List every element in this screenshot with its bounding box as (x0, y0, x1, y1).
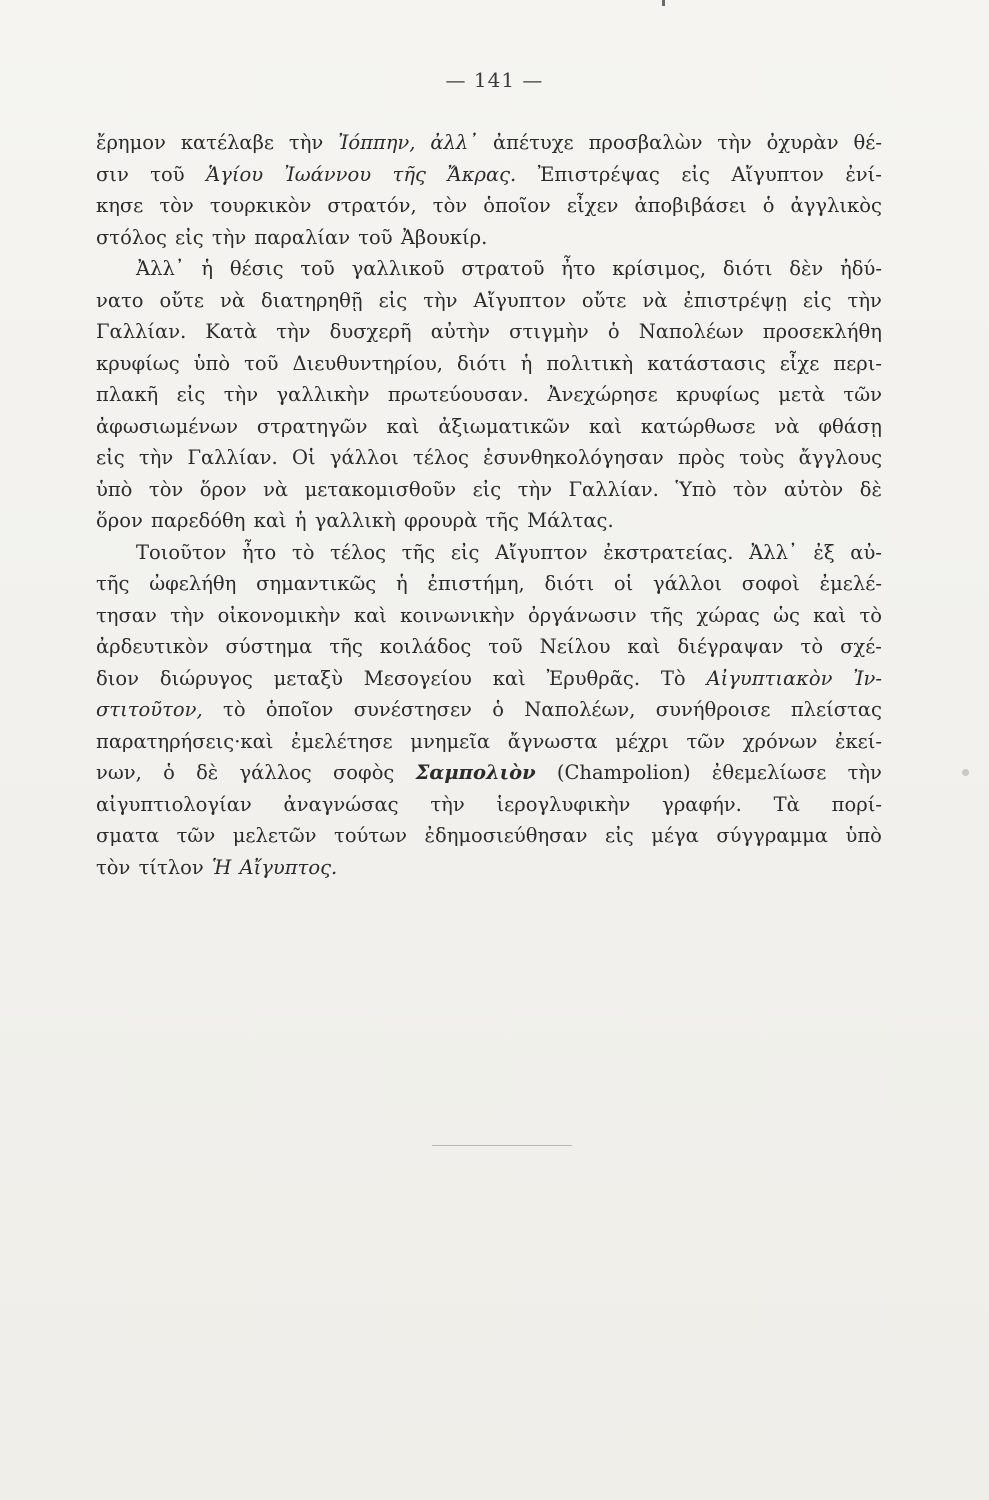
word: τῆς (329, 635, 363, 658)
word: κατέλαβε (180, 131, 274, 154)
word: τῆς (96, 572, 130, 595)
word: συνέστησεν (353, 698, 472, 721)
word: θέσις (229, 257, 284, 280)
word: τῆς (485, 509, 519, 532)
word: σοφὸς (332, 761, 395, 784)
word: καὶ (353, 603, 387, 627)
word: ἐπιστήμη, (427, 572, 525, 595)
text-line (96, 159, 882, 191)
word: Ἀλλ᾽ (136, 257, 185, 280)
word: Αἴγυπτον (473, 288, 566, 312)
word: χρόνων (742, 729, 818, 753)
word: νὰ (642, 288, 668, 312)
text-line (96, 222, 882, 254)
word: ὁ (607, 320, 620, 343)
word: χώρας (696, 603, 760, 627)
word: τὴν (423, 288, 458, 312)
word: τὴν (847, 288, 882, 312)
word: ἐπιστρέψῃ (683, 288, 787, 312)
word: ὠφελήθη (149, 572, 237, 595)
word: καὶ (253, 509, 287, 532)
word: Διευθυντηρίου, (292, 351, 444, 375)
word: ἡ (294, 509, 307, 532)
word: ἀφωσιωμένων (96, 414, 238, 438)
word: ὑπὸ (193, 351, 231, 375)
word: στρατόν, (327, 194, 417, 217)
text-line (96, 285, 882, 317)
word: τοῦ (300, 257, 335, 280)
text-line (96, 600, 882, 632)
word: εἰς (802, 288, 832, 312)
word: τέλος (330, 540, 387, 564)
word: κοιλάδος (379, 635, 472, 658)
word: Οἱ (291, 446, 316, 469)
word: ἐθεμελίωσε (711, 761, 827, 784)
word: στιτοῦτον, (96, 698, 203, 721)
word: παρατηρήσεις·καὶ (96, 729, 274, 753)
text-line (96, 127, 882, 159)
word: ἱερογλυφικὴν (496, 792, 631, 816)
word: τουρκικὸν (209, 194, 312, 217)
word: ἐδημοσιεύθησαν (424, 824, 588, 847)
word: Ναπολέων (638, 320, 744, 343)
word: τοῦ (244, 351, 279, 375)
word: προσβαλὼν (588, 131, 703, 154)
word: μεταξὺ (273, 666, 343, 690)
word: τὴν (276, 320, 311, 343)
word: Κατὰ (205, 320, 258, 343)
word: Νείλου (539, 635, 611, 658)
word: ὁποῖον (265, 698, 334, 721)
word: ἡ (520, 351, 533, 375)
word: τοῦ (488, 635, 523, 658)
word: κατώρθωσε (640, 414, 756, 438)
text-line (96, 757, 882, 789)
word: τὴν (288, 131, 324, 154)
word: νὰ (219, 288, 246, 312)
word: συνήθροισε (655, 698, 771, 721)
word: σματα (96, 824, 160, 847)
word: ὀχυρὰν (766, 131, 839, 154)
word: Αἰγυπτιακὸν (706, 666, 833, 690)
word: ὁποῖον (483, 194, 551, 217)
word: μετακομισθοῦν (304, 477, 457, 501)
word: τὴν (211, 225, 247, 249)
word: παρεδόθη (151, 509, 246, 532)
word: διέγραψαν (677, 635, 784, 658)
word: κρυφίως (676, 383, 760, 406)
word: πλακῆ (96, 383, 159, 406)
word: ἀγγλικὸς (790, 194, 882, 217)
word: Ἐρυθρᾶς. (546, 666, 641, 690)
word: εἰς (450, 540, 480, 564)
word: ἦτο (561, 257, 596, 280)
word: τὸν (732, 477, 768, 501)
word: ἐκεί- (834, 729, 882, 753)
word: δυσχερῆ (329, 320, 412, 343)
word: ὑπὸ (96, 477, 133, 501)
word: δὲ (859, 477, 882, 501)
word: ἔρημον (96, 131, 166, 154)
word: οὔτε (581, 288, 627, 312)
word: ὑπὸ (845, 824, 882, 847)
word: μελετῶν (232, 824, 317, 847)
word: τὴν (170, 603, 205, 627)
word: ὅρον (199, 477, 247, 501)
word: τὴν (847, 761, 882, 784)
word: αὐτὴν (430, 320, 491, 343)
word: ὁ (492, 698, 504, 721)
word: (Champolion) (556, 761, 691, 784)
word: μέχρι (615, 729, 669, 753)
word: διατηρηθῇ (260, 288, 363, 312)
text-line (96, 474, 882, 506)
text-line (96, 789, 882, 821)
word: Τὰ (773, 792, 800, 816)
word: τῶν (843, 383, 882, 406)
word: τῶν (686, 729, 726, 753)
word: ὁ (163, 761, 175, 784)
word: Ἰόππην, (338, 131, 416, 154)
word: θέ- (853, 131, 882, 154)
scan-mark (662, 0, 665, 6)
word: ὅρον (96, 509, 143, 532)
word: πολιτικὴ (546, 351, 634, 375)
word: νὰ (263, 477, 289, 501)
word: μέγα (651, 824, 699, 847)
word: προσεκλήθη (762, 320, 882, 343)
word: κρίσιμος, (612, 257, 707, 280)
word: κοινωνικὴν (400, 603, 515, 627)
word: πρὸς (677, 446, 725, 469)
word: ἐνί- (845, 162, 882, 186)
word: τίτλον (138, 855, 204, 879)
text-line (96, 852, 882, 884)
word: τέλος (412, 446, 469, 469)
word: τὴν (138, 446, 174, 469)
word: Ἀνεχώρησε (547, 383, 658, 406)
word: στρατηγῶν (256, 414, 368, 438)
word: Ἀλλ᾽ (749, 540, 798, 564)
word: Ναπολέων, (524, 698, 636, 721)
word: τοῦ (150, 162, 185, 186)
word: στρατοῦ (461, 257, 545, 280)
word: ἐμελέ- (819, 572, 882, 595)
word: μετὰ (778, 383, 825, 406)
text-line (96, 631, 882, 663)
word: Ὑπὸ (675, 477, 717, 501)
word: Τὸ (660, 666, 686, 690)
word: τοῦ (358, 225, 393, 249)
word: οὔτε (159, 288, 205, 312)
word: Ἀβουκίρ. (400, 225, 488, 249)
word: ἀπέτυχε (492, 131, 574, 154)
word: Ἰωάννου (284, 162, 372, 186)
word: εἰς (605, 824, 634, 847)
text-line (96, 411, 882, 443)
word: Σαμπολιὸν (415, 761, 536, 784)
word: διότι (544, 572, 595, 595)
text-line (96, 820, 882, 852)
word: τὸν (96, 855, 131, 879)
word: Γαλλίαν. (96, 320, 187, 343)
section-divider (432, 1145, 572, 1146)
word: εἰς (378, 288, 408, 312)
word: ἐξ (813, 540, 835, 564)
word: τοὺς (739, 446, 785, 469)
word: σιν (96, 162, 129, 186)
word: καὶ (627, 635, 661, 658)
word: πορί- (831, 792, 882, 816)
word: σοφοὶ (741, 572, 800, 595)
word: ἡ (396, 572, 408, 595)
word: τὸ (859, 603, 882, 627)
word: γραφήν. (662, 792, 742, 816)
word: δὲν (789, 257, 824, 280)
word: ἀποβιβάσει (634, 194, 747, 217)
word: γαλλικὴν (276, 383, 370, 406)
word: ὡς (773, 603, 800, 627)
text-line (96, 348, 882, 380)
word: Αἴγυπτον (731, 162, 824, 186)
body-text (96, 127, 882, 883)
word: εἰς (176, 383, 206, 406)
word: Γαλλίαν. (187, 446, 278, 469)
text-line (96, 726, 882, 758)
word: εἰς (175, 225, 204, 249)
word: εἰς (472, 477, 502, 501)
word: εἶχε (779, 351, 820, 375)
word: ὀργάνωσιν (528, 603, 637, 627)
word: τὸν (432, 194, 468, 217)
text-line (96, 442, 882, 474)
word: γαλλικὴ (314, 509, 396, 532)
word: γάλλοι (653, 572, 722, 595)
word: σύγγραμμα (716, 824, 828, 847)
word: τὸ (223, 698, 246, 721)
word: γάλλος (239, 761, 312, 784)
word: ἄγγλους (798, 446, 882, 469)
word: πλείστας (790, 698, 882, 721)
text-line (96, 190, 882, 222)
word: ἀρδευτικὸν (96, 635, 209, 658)
word: δὲ (196, 761, 219, 784)
word: Μάλτας. (527, 509, 614, 532)
word: τησαν (96, 603, 157, 627)
word: γαλλικοῦ (351, 257, 445, 280)
text-line (96, 663, 882, 695)
text-line (96, 537, 882, 569)
word: περι- (833, 351, 882, 375)
word: Γαλλίαν. (568, 477, 659, 501)
text-line (96, 694, 882, 726)
word: ἀξιωματικῶν (438, 414, 571, 438)
word: εἰς (681, 162, 710, 186)
word: τῆς (392, 162, 426, 186)
word: καὶ (813, 603, 847, 627)
word: σχέ- (840, 635, 882, 658)
word: νατο (96, 288, 144, 312)
word: στόλος (96, 225, 167, 249)
word: παραλίαν (254, 225, 351, 249)
word: ἠδύ- (840, 257, 882, 280)
word: Ἰν- (853, 666, 882, 690)
word: καὶ (588, 414, 622, 438)
word: φρουρὰ (403, 509, 478, 532)
word: κησε (96, 194, 144, 217)
word: Ἁγίου (206, 162, 264, 186)
word: αὐ- (850, 540, 882, 564)
word: Ἄκρας. (447, 162, 517, 186)
word: σημαντικῶς (256, 572, 377, 595)
word: τὴν (517, 477, 553, 501)
word: στιγμὴν (509, 320, 589, 343)
word: Τοιοῦτον (136, 540, 227, 564)
word: κρυφίως (96, 351, 180, 375)
word: ἐμελέτησε (291, 729, 393, 753)
word: τὴν (223, 383, 259, 406)
word: τὸ (800, 635, 824, 658)
word: κατάστασις (647, 351, 766, 375)
word: ἦτο (242, 540, 277, 564)
word: διότι (457, 351, 507, 375)
word: γάλλοι (329, 446, 399, 469)
page-number: — 141 — (445, 68, 544, 92)
word: αἰγυπτιολογίαν (96, 792, 252, 816)
word: εἰς (96, 446, 125, 469)
word: τούτων (334, 824, 407, 847)
word: πρωτεύουσαν. (387, 383, 529, 406)
word: αὐτὸν (783, 477, 844, 501)
word: εἶχεν (566, 194, 619, 217)
word: σύστημα (225, 635, 313, 658)
word: νων, (96, 761, 142, 784)
word: τὸν (159, 194, 194, 217)
word: ἡ (201, 257, 214, 280)
word: διον (96, 666, 139, 690)
word: τὴν (717, 131, 752, 154)
word: νὰ (774, 414, 800, 438)
word: τὸν (148, 477, 184, 501)
word: διώρυγος (159, 666, 253, 690)
word: ἀλλ᾽ (430, 131, 479, 154)
word: διότι (722, 257, 773, 280)
margin-speck (962, 769, 969, 776)
word: μνημεῖα (410, 729, 491, 753)
word: Μεσογείου (363, 666, 472, 690)
word: Ἡ (211, 855, 232, 879)
word: ἐκστρατείας. (603, 540, 734, 564)
text-line (96, 253, 882, 285)
word: ἄγνωστα (507, 729, 598, 753)
text-line (96, 379, 882, 411)
word: ὁ (762, 194, 775, 217)
text-line (96, 568, 882, 600)
word: οἱ (613, 572, 634, 595)
word: ἀναγνώσας (283, 792, 399, 816)
word: φθάσῃ (818, 414, 882, 438)
text-line (96, 505, 882, 537)
word: οἰκονομικὴν (217, 603, 341, 627)
word: τῆς (401, 540, 436, 564)
word: καὶ (386, 414, 420, 438)
word: Αἴγυπτον (495, 540, 588, 564)
word: ἐσυνθηκολόγησαν (483, 446, 664, 469)
word: Αἴγυπτος. (239, 855, 338, 879)
text-line (96, 316, 882, 348)
word: τῶν (176, 824, 216, 847)
word: καὶ (492, 666, 526, 690)
word: τὴν (430, 792, 465, 816)
word: τὸ (291, 540, 315, 564)
word: Ἐπιστρέψας (537, 162, 660, 186)
word: τῆς (649, 603, 684, 627)
